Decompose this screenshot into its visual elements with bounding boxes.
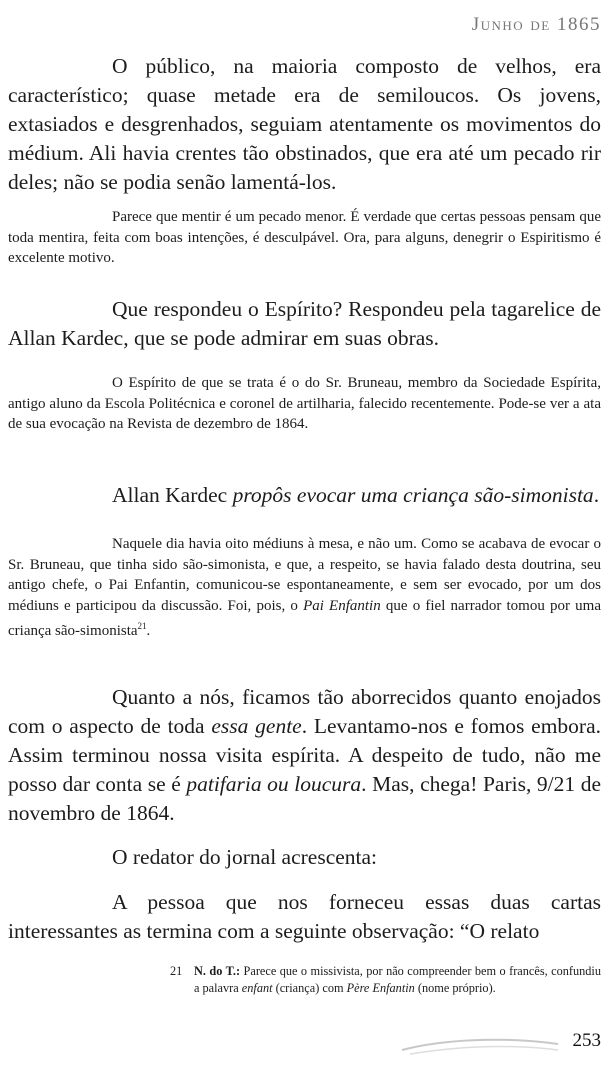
enfantin-text-italic: Pai Enfantin [303,597,381,614]
footnote-text-a: Parece que o missivista, por não compreender bem o francês, confundiu a palavra [194,964,601,995]
conclusion-text-e: . Mas, chega! Paris, 9/21 de novembro de 1864. [8,772,601,825]
footnote-label: N. do T.: [194,964,241,978]
paragraph-editor: O redator do jornal acrescenta: [112,845,378,869]
enfantin-text-a: Naquele dia havia oito médiuns à mesa, e não um. Como se acabava de evocar o Sr. Bruneau, que tinha sido são-simonista, e que, a respeito, se havia falado desta doutrina, seu antigo chefe, o Pai Enfantin, comunicou-se espontaneamente, e sem ser evocado, por um dos médiuns e participou da discussão. Foi, pois, o [8,536,601,614]
evocation-text-italic: propôs evocar uma criança são-simonista [232,483,594,507]
footnote-italic-2: Père Enfantin [346,981,415,995]
swoosh-ornament-icon [400,1030,560,1058]
footnote-body [194,963,601,997]
conclusion-text-a: Quanto a nós, ficamos tão aborrecidos quanto enojados com o aspecto de toda [8,685,601,738]
footnote [170,963,601,997]
page-number: 253 [572,1030,601,1051]
footnote-text-c: (criança) com [272,981,347,995]
conclusion-italic-2: patifaria ou loucura [186,772,362,796]
paragraph-conclusion [8,683,601,828]
comment-lying: Parece que mentir é um pecado menor. É verdade que certas pessoas pensam que toda mentira, feita com boas intenções, é desculpável. Ora, para alguns, denegrir o Espiritismo é excelente motivo. [8,209,601,266]
comment-bruneau: O Espírito de que se trata é o do Sr. Bruneau, membro da Sociedade Espírita, antigo aluno da Escola Politécnica e coronel de artilharia, falecido recentemente. Pode-se ver a ata de sua evocação na Revista de dezembro de 1864. [8,375,601,432]
comment-enfantin [8,534,601,642]
footnote-number: 21 [170,964,183,978]
paragraph-evocation [8,481,601,510]
footnote-italic-1: enfant [241,981,273,995]
paragraph-observation: A pessoa que nos forneceu essas duas cartas interessantes as termina com a seguinte observação: “O relato [8,890,601,943]
conclusion-italic-1: essa gente [211,714,302,738]
enfantin-text-end: . [146,623,151,639]
evocation-text-a: Allan Kardec [112,483,233,507]
conclusion-text-c: . Levantamo-nos e fomos embora. Assim terminou nossa visita espírita. A despeito de tudo, não me posso dar conta se é [8,714,602,796]
enfantin-text-c: que o fiel narrador tomou por uma criança são-simonista [8,597,602,639]
paragraph-spirit-reply: Que respondeu o Espírito? Respondeu pela tagarelice de Allan Kardec, que se pode admirar em suas obras. [8,297,601,350]
footnote-text-e: (nome próprio). [414,981,496,995]
footnote-ref: 21 [137,621,147,631]
evocation-text-end: . [593,483,600,507]
running-header: Junho de 1865 [471,14,601,35]
paragraph-audience: O público, na maioria composto de velhos, era característico; quase metade era de semiloucos. Os jovens, extasiados e desgrenhados, seguiam atentamente os movimentos do médium. Ali havia crentes tão obstinados, que era até um pecado rir deles; não se podia senão lamentá-los. [8,54,601,194]
